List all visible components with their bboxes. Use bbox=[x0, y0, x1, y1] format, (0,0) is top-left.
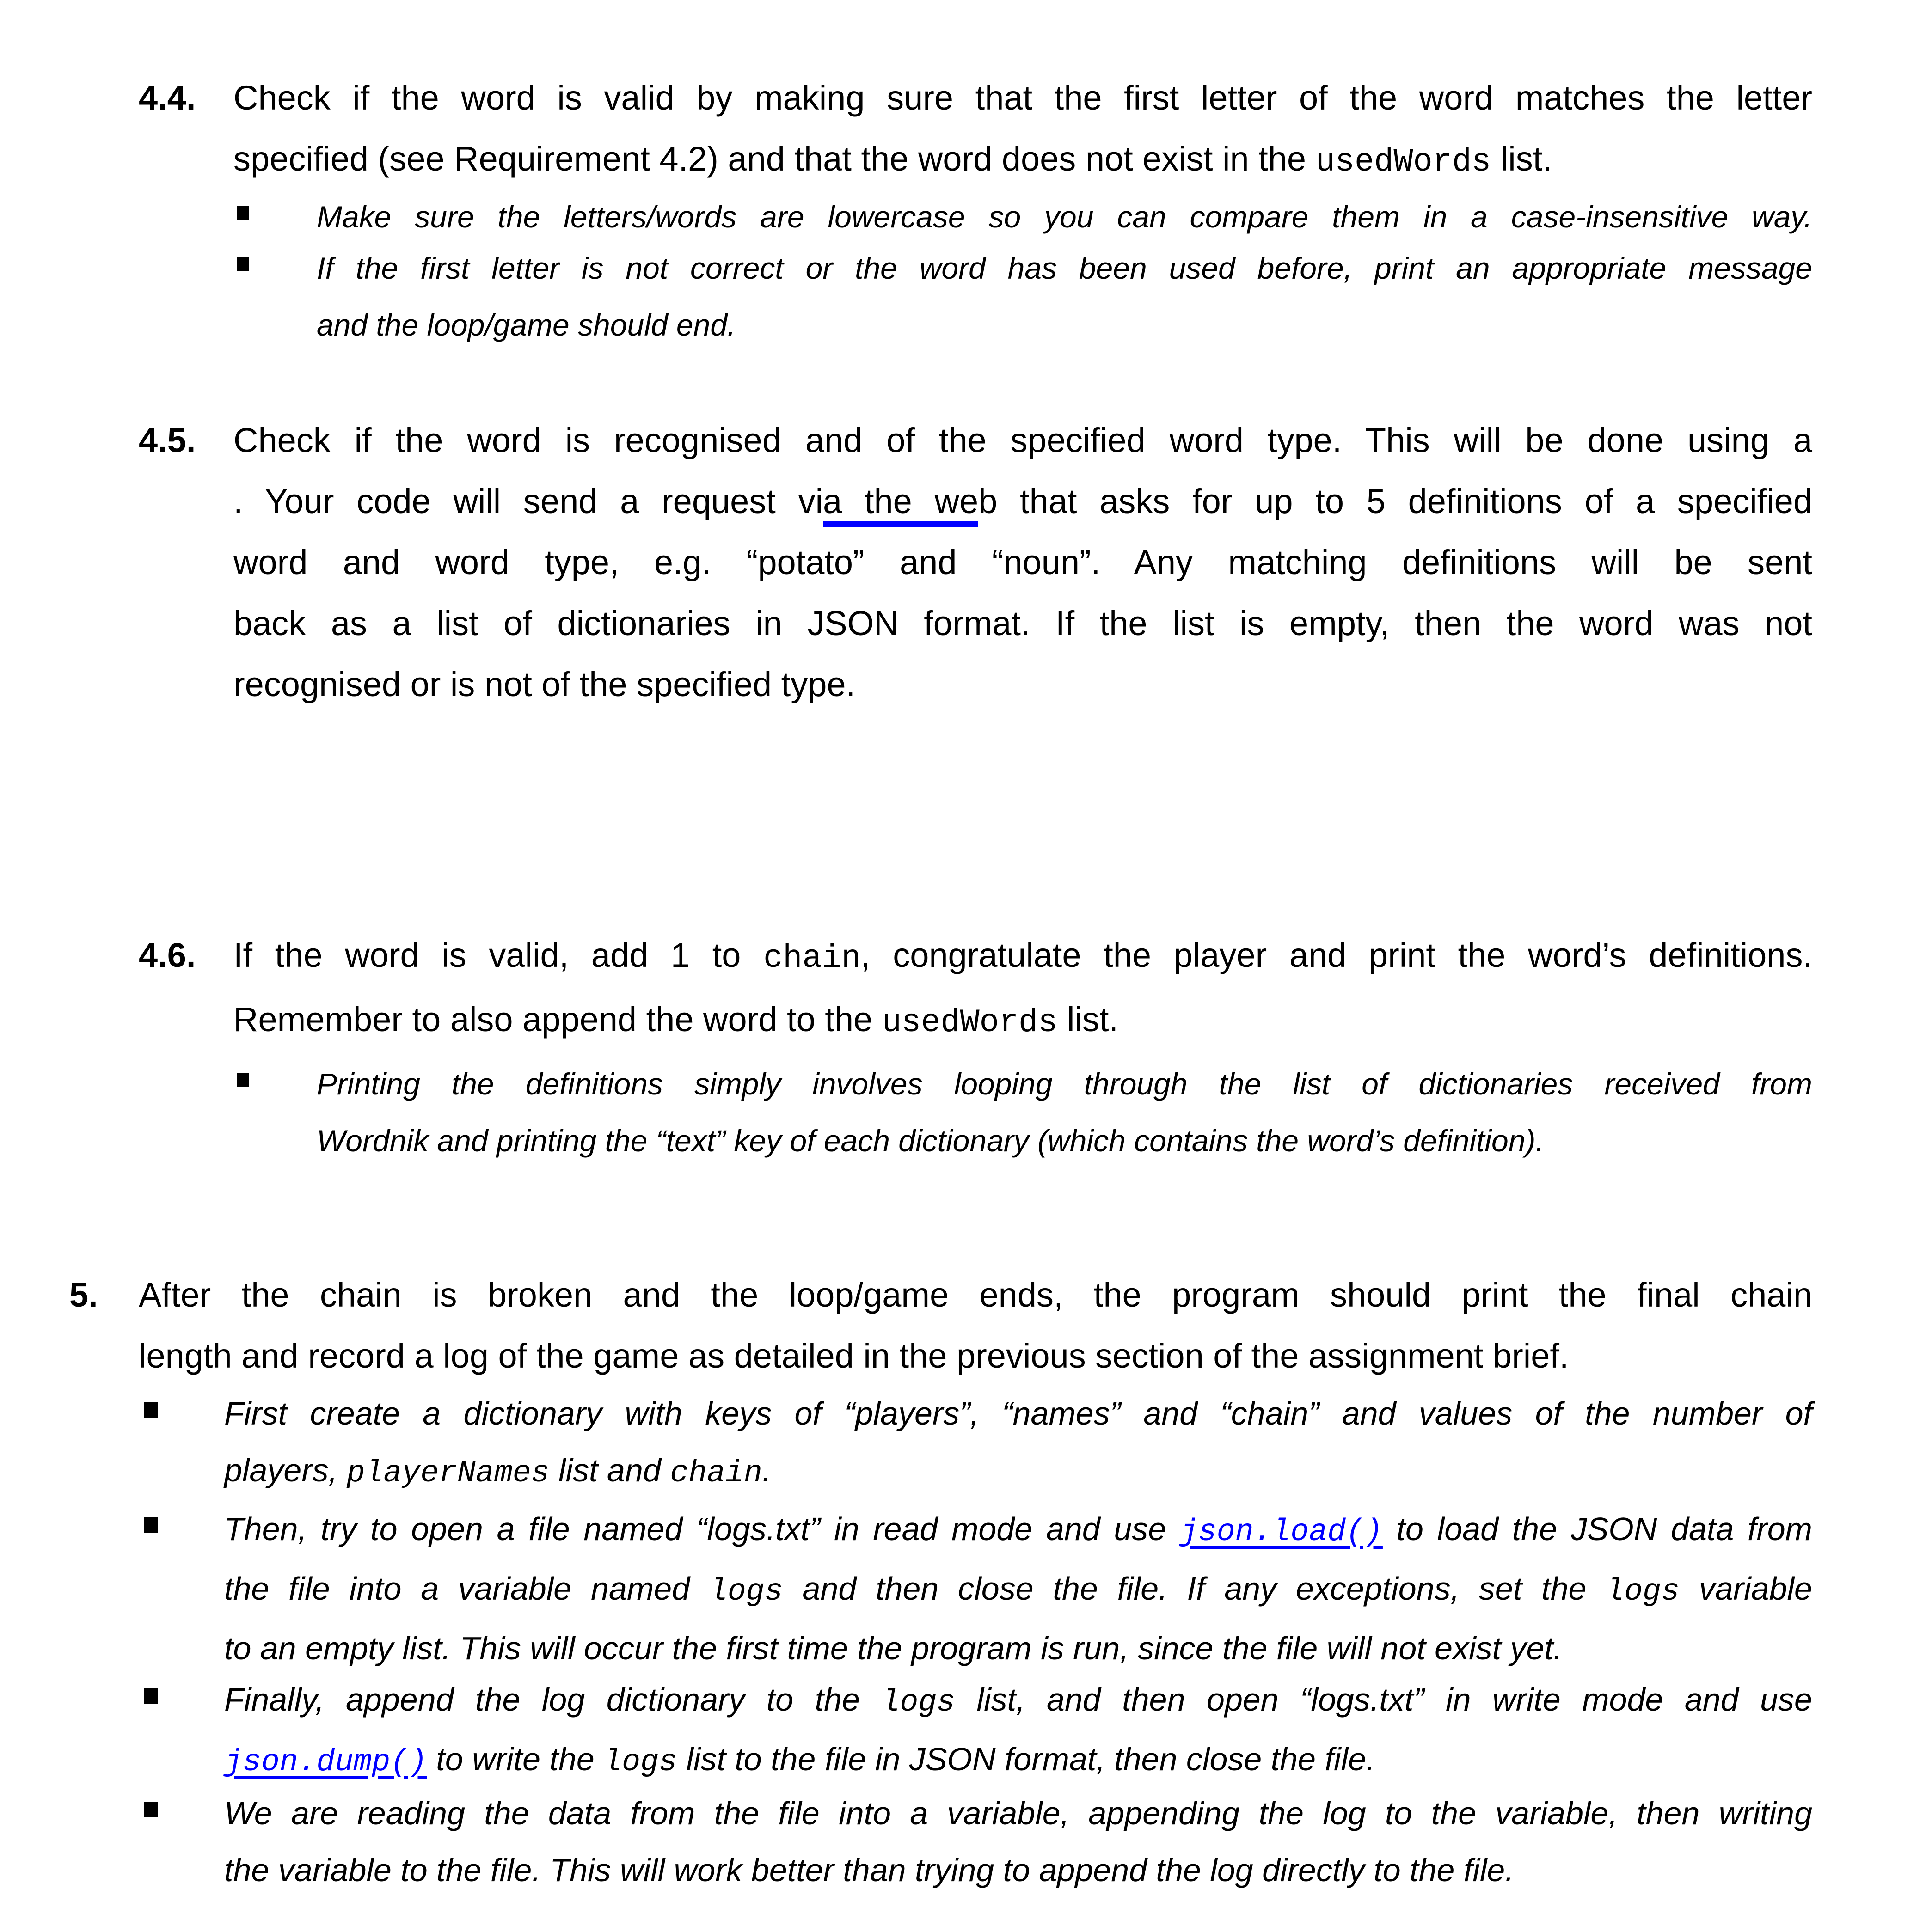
text-segment: players, bbox=[224, 1452, 347, 1488]
text-segment: length and record a log of the game as detailed in the previous section of the assignment brief. bbox=[139, 1337, 1569, 1375]
text-segment: the variable to the file. This will work better than trying to append the log directly to the file. bbox=[224, 1852, 1514, 1888]
bullet-item bbox=[236, 189, 1812, 245]
text-line bbox=[233, 471, 1812, 532]
json-load-link[interactable]: json.load() bbox=[1179, 1515, 1383, 1549]
text-segment: . bbox=[762, 1452, 772, 1488]
requirement-item bbox=[139, 925, 1812, 1053]
bullet-square-icon bbox=[237, 1073, 249, 1087]
text-segment: word and word type, e.g. “potato” and “noun”. Any matching definitions will be sent bbox=[233, 543, 1812, 581]
text-line bbox=[317, 297, 1812, 354]
text-segment: list. bbox=[1057, 1000, 1118, 1039]
code-token: logs bbox=[1606, 1574, 1680, 1609]
text-lines bbox=[139, 1265, 1812, 1387]
text-segment: Check if the word is valid by making sure that the first letter of the word matches the letter bbox=[233, 79, 1812, 117]
text-segment: and then close the file. If any exceptions, set the bbox=[783, 1571, 1606, 1607]
bullet-item bbox=[143, 1385, 1812, 1502]
text-segment: to load the JSON data from bbox=[1382, 1511, 1812, 1547]
bullet-square-icon bbox=[144, 1688, 158, 1704]
text-lines bbox=[224, 1671, 1812, 1791]
bullet-square-icon bbox=[237, 257, 249, 271]
bullet-item bbox=[236, 240, 1812, 354]
requirement-item bbox=[139, 410, 1812, 715]
text-segment: list. bbox=[1491, 140, 1552, 178]
text-segment: , congratulate the player and print the word’s definitions. bbox=[861, 936, 1813, 974]
text-lines bbox=[224, 1385, 1812, 1502]
requirement-item bbox=[69, 1265, 1812, 1387]
text-segment: to write the bbox=[427, 1741, 604, 1777]
text-segment: Finally, append the log dictionary to the bbox=[224, 1681, 882, 1718]
text-lines bbox=[317, 189, 1812, 245]
item-number: 4.4. bbox=[139, 79, 196, 117]
text-segment: Check if the word is recognised and of the specified word type. This will be done using a bbox=[233, 421, 1812, 459]
text-segment: b that asks for up to 5 definitions of a specified bbox=[978, 482, 1812, 520]
item-number: 4.5. bbox=[139, 421, 196, 459]
text-segment: Printing the definitions simply involves looping through the list of dictionaries received from bbox=[317, 1067, 1812, 1101]
code-token: usedWords bbox=[882, 1004, 1058, 1041]
text-segment: After the chain is broken and the loop/game ends, the program should print the final chain bbox=[139, 1276, 1812, 1314]
text-line bbox=[317, 1056, 1812, 1113]
text-segment: the file into a variable named bbox=[224, 1571, 709, 1607]
text-line bbox=[233, 593, 1812, 654]
text-lines bbox=[224, 1501, 1812, 1677]
bullet-square-icon bbox=[237, 206, 249, 220]
text-line bbox=[224, 1671, 1812, 1731]
text-lines bbox=[233, 925, 1812, 1053]
code-token: logs bbox=[709, 1574, 783, 1609]
text-line bbox=[233, 410, 1812, 471]
code-token: logs bbox=[603, 1745, 677, 1779]
text-line bbox=[224, 1560, 1812, 1620]
bullet-square-icon bbox=[144, 1517, 158, 1533]
text-segment: recognised or is not of the specified type. bbox=[233, 665, 856, 703]
text-segment: Make sure the letters/words are lowercase so you can compare them in a case-insensitive way. bbox=[317, 200, 1812, 234]
text-line bbox=[224, 1785, 1812, 1842]
text-lines bbox=[317, 1056, 1812, 1169]
text-segment: Then, try to open a file named “logs.txt” in read mode and use bbox=[224, 1511, 1180, 1547]
text-line bbox=[233, 532, 1812, 593]
text-line bbox=[233, 67, 1812, 128]
text-lines bbox=[233, 67, 1812, 193]
text-line bbox=[139, 1265, 1812, 1326]
text-line bbox=[224, 1501, 1812, 1560]
bullet-item bbox=[143, 1501, 1812, 1677]
code-token: chain bbox=[670, 1456, 762, 1491]
text-line bbox=[233, 654, 1812, 715]
code-token: usedWords bbox=[1315, 144, 1491, 181]
text-line bbox=[233, 925, 1812, 989]
text-segment: First create a dictionary with keys of “players”, “names” and “chain” and values of the number of bbox=[224, 1395, 1812, 1431]
text-line bbox=[224, 1442, 1812, 1502]
bullet-square-icon bbox=[144, 1402, 158, 1418]
requirement-item bbox=[139, 67, 1812, 193]
text-line bbox=[317, 240, 1812, 297]
text-lines bbox=[317, 240, 1812, 354]
text-line bbox=[233, 128, 1812, 193]
text-line bbox=[317, 189, 1812, 245]
code-token: playerNames bbox=[346, 1456, 550, 1491]
text-line bbox=[224, 1620, 1812, 1677]
bullet-square-icon bbox=[144, 1802, 158, 1817]
text-segment: Remember to also append the word to the bbox=[233, 1000, 882, 1039]
text-segment: . Your code will send a request vi bbox=[233, 482, 823, 520]
text-segment: back as a list of dictionaries in JSON format. If the list is empty, then the word was not bbox=[233, 604, 1812, 642]
bullet-item bbox=[143, 1671, 1812, 1791]
item-number: 4.6. bbox=[139, 936, 196, 974]
text-segment: specified (see Requirement 4.2) and that the word does not exist in the bbox=[233, 140, 1316, 178]
blue-underlined-text: a the we bbox=[823, 482, 978, 527]
text-line bbox=[224, 1731, 1812, 1791]
text-line bbox=[317, 1113, 1812, 1169]
text-segment: Wordnik and printing the “text” key of each dictionary (which contains the word’s definition). bbox=[317, 1124, 1544, 1158]
text-segment: list and bbox=[549, 1452, 670, 1488]
text-line bbox=[139, 1326, 1812, 1387]
text-segment: variable bbox=[1679, 1571, 1812, 1607]
text-segment: to an empty list. This will occur the first time the program is run, since the file will not exist yet. bbox=[224, 1630, 1563, 1666]
text-lines bbox=[233, 410, 1812, 715]
text-line bbox=[224, 1385, 1812, 1442]
json-dump-link[interactable]: json.dump() bbox=[224, 1745, 427, 1779]
text-lines bbox=[224, 1785, 1812, 1899]
bullet-item bbox=[143, 1785, 1812, 1899]
text-line bbox=[224, 1842, 1812, 1899]
code-token: logs bbox=[881, 1685, 956, 1720]
bullet-item bbox=[236, 1056, 1812, 1169]
item-number: 5. bbox=[69, 1276, 98, 1314]
code-token: chain bbox=[763, 940, 861, 977]
text-segment: list, and then open “logs.txt” in write mode and use bbox=[955, 1681, 1812, 1718]
text-segment: list to the file in JSON format, then close the file. bbox=[677, 1741, 1375, 1777]
text-line bbox=[233, 989, 1812, 1053]
text-segment: If the word is valid, add 1 to bbox=[233, 936, 764, 974]
text-segment: and the loop/game should end. bbox=[317, 308, 736, 342]
text-segment: We are reading the data from the file into a variable, appending the log to the variable, then writing bbox=[224, 1795, 1812, 1831]
text-segment: If the first letter is not correct or the word has been used before, print an appropriate message bbox=[317, 251, 1812, 285]
